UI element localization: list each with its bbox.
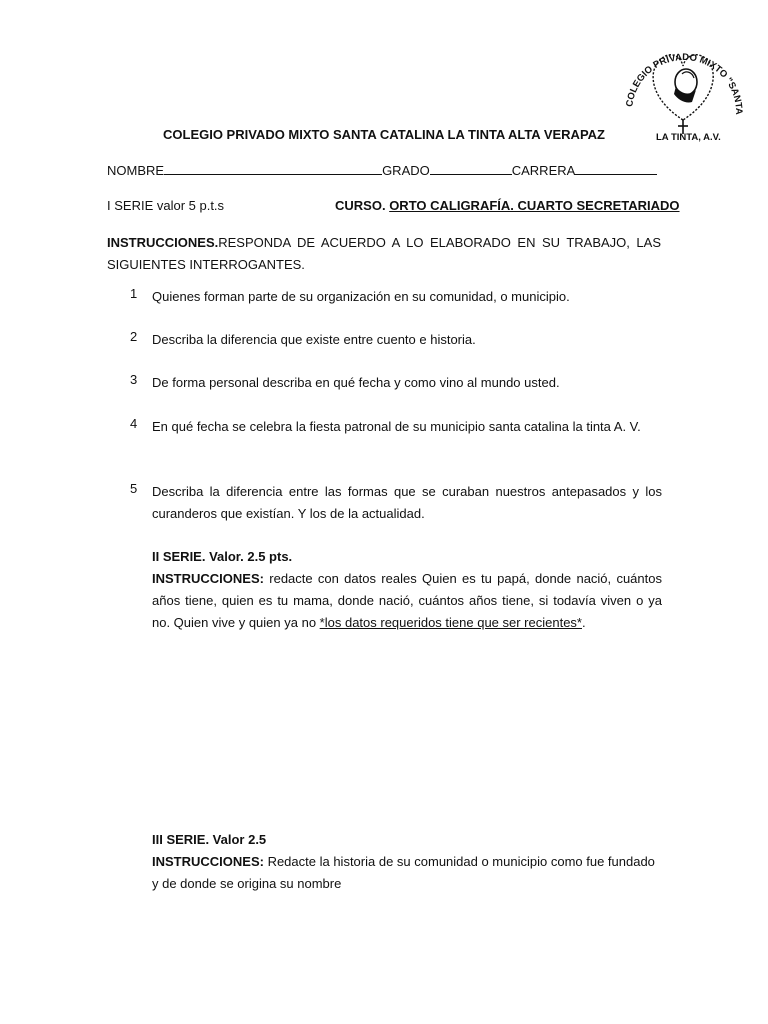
question-text: Describa la diferencia que existe entre cuento e historia. [152, 332, 476, 347]
question-text: En qué fecha se celebra la fiesta patronal de su municipio santa catalina la tinta A. V. [152, 419, 641, 434]
svg-text:COLEGIO PRIVADO MIXTO "SANTA C [612, 20, 744, 115]
nombre-blank[interactable] [164, 163, 382, 175]
serie2-instructions [152, 568, 662, 634]
question-number: 5 [130, 481, 138, 496]
question-number: 4 [130, 416, 138, 431]
instructions-label: INSTRUCCIONES. [107, 235, 219, 250]
serie1-heading: I SERIE valor 5 p.t.s [107, 198, 225, 213]
serie2-heading: II SERIE. Valor. 2.5 pts. [152, 549, 293, 564]
question-text: Describa la diferencia entre las formas que se curaban nuestros antepasados y los curanderos que existían. Y los de la actualidad. [152, 484, 662, 521]
instructions-text: redacte con datos reales Quien es tu papá, donde nació, cuántos años tiene, quien es tu mama, donde nació, cuántos años tiene, si todavía viven o ya no. Quien vive y quien ya no [152, 571, 662, 630]
logo-arc-text: COLEGIO PRIVADO MIXTO "SANTA [624, 51, 745, 115]
question-text: De forma personal describa en qué fecha y como vino al mundo usted. [152, 375, 560, 390]
question-number: 1 [130, 286, 138, 301]
serie3-instructions [152, 851, 662, 895]
nombre-label: NOMBRE [107, 163, 165, 178]
instructions-label: INSTRUCCIONES: [152, 854, 264, 869]
period: . [582, 615, 586, 630]
underlined-note: *los datos requeridos tiene que ser recientes* [319, 615, 582, 630]
instructions-text: RESPONDA DE ACUERDO A LO ELABORADO EN SU TRABAJO, LAS SIGUIENTES INTERROGANTES. [107, 235, 661, 272]
curso-line [335, 198, 680, 213]
serie3-section [152, 829, 662, 895]
curso-value: ORTO CALIGRAFÍA. CUARTO SECRETARIADO [389, 198, 680, 213]
serie2-section [152, 546, 662, 634]
student-info-line [107, 163, 657, 178]
carrera-blank[interactable] [575, 163, 657, 175]
serie3-heading: III SERIE. Valor 2.5 [152, 832, 267, 847]
carrera-label: CARRERA [511, 163, 576, 178]
page-title: COLEGIO PRIVADO MIXTO SANTA CATALINA LA TINTA ALTA VERAPAZ [163, 127, 605, 142]
instructions-label: INSTRUCCIONES: [152, 571, 264, 586]
instructions-text: Redacte la historia de su comunidad o municipio como fue fundado y de donde se origina su nombre [152, 854, 655, 891]
logo-bottom-text: LA TINTA, A.V. [656, 132, 721, 143]
serie1-instructions [107, 232, 661, 276]
question-text: Quienes forman parte de su organización en su comunidad, o municipio. [152, 289, 570, 304]
grado-blank[interactable] [430, 163, 512, 175]
curso-label: CURSO. [335, 198, 386, 213]
question-number: 2 [130, 329, 138, 344]
question-number: 3 [130, 372, 138, 387]
grado-label: GRADO [382, 163, 430, 178]
